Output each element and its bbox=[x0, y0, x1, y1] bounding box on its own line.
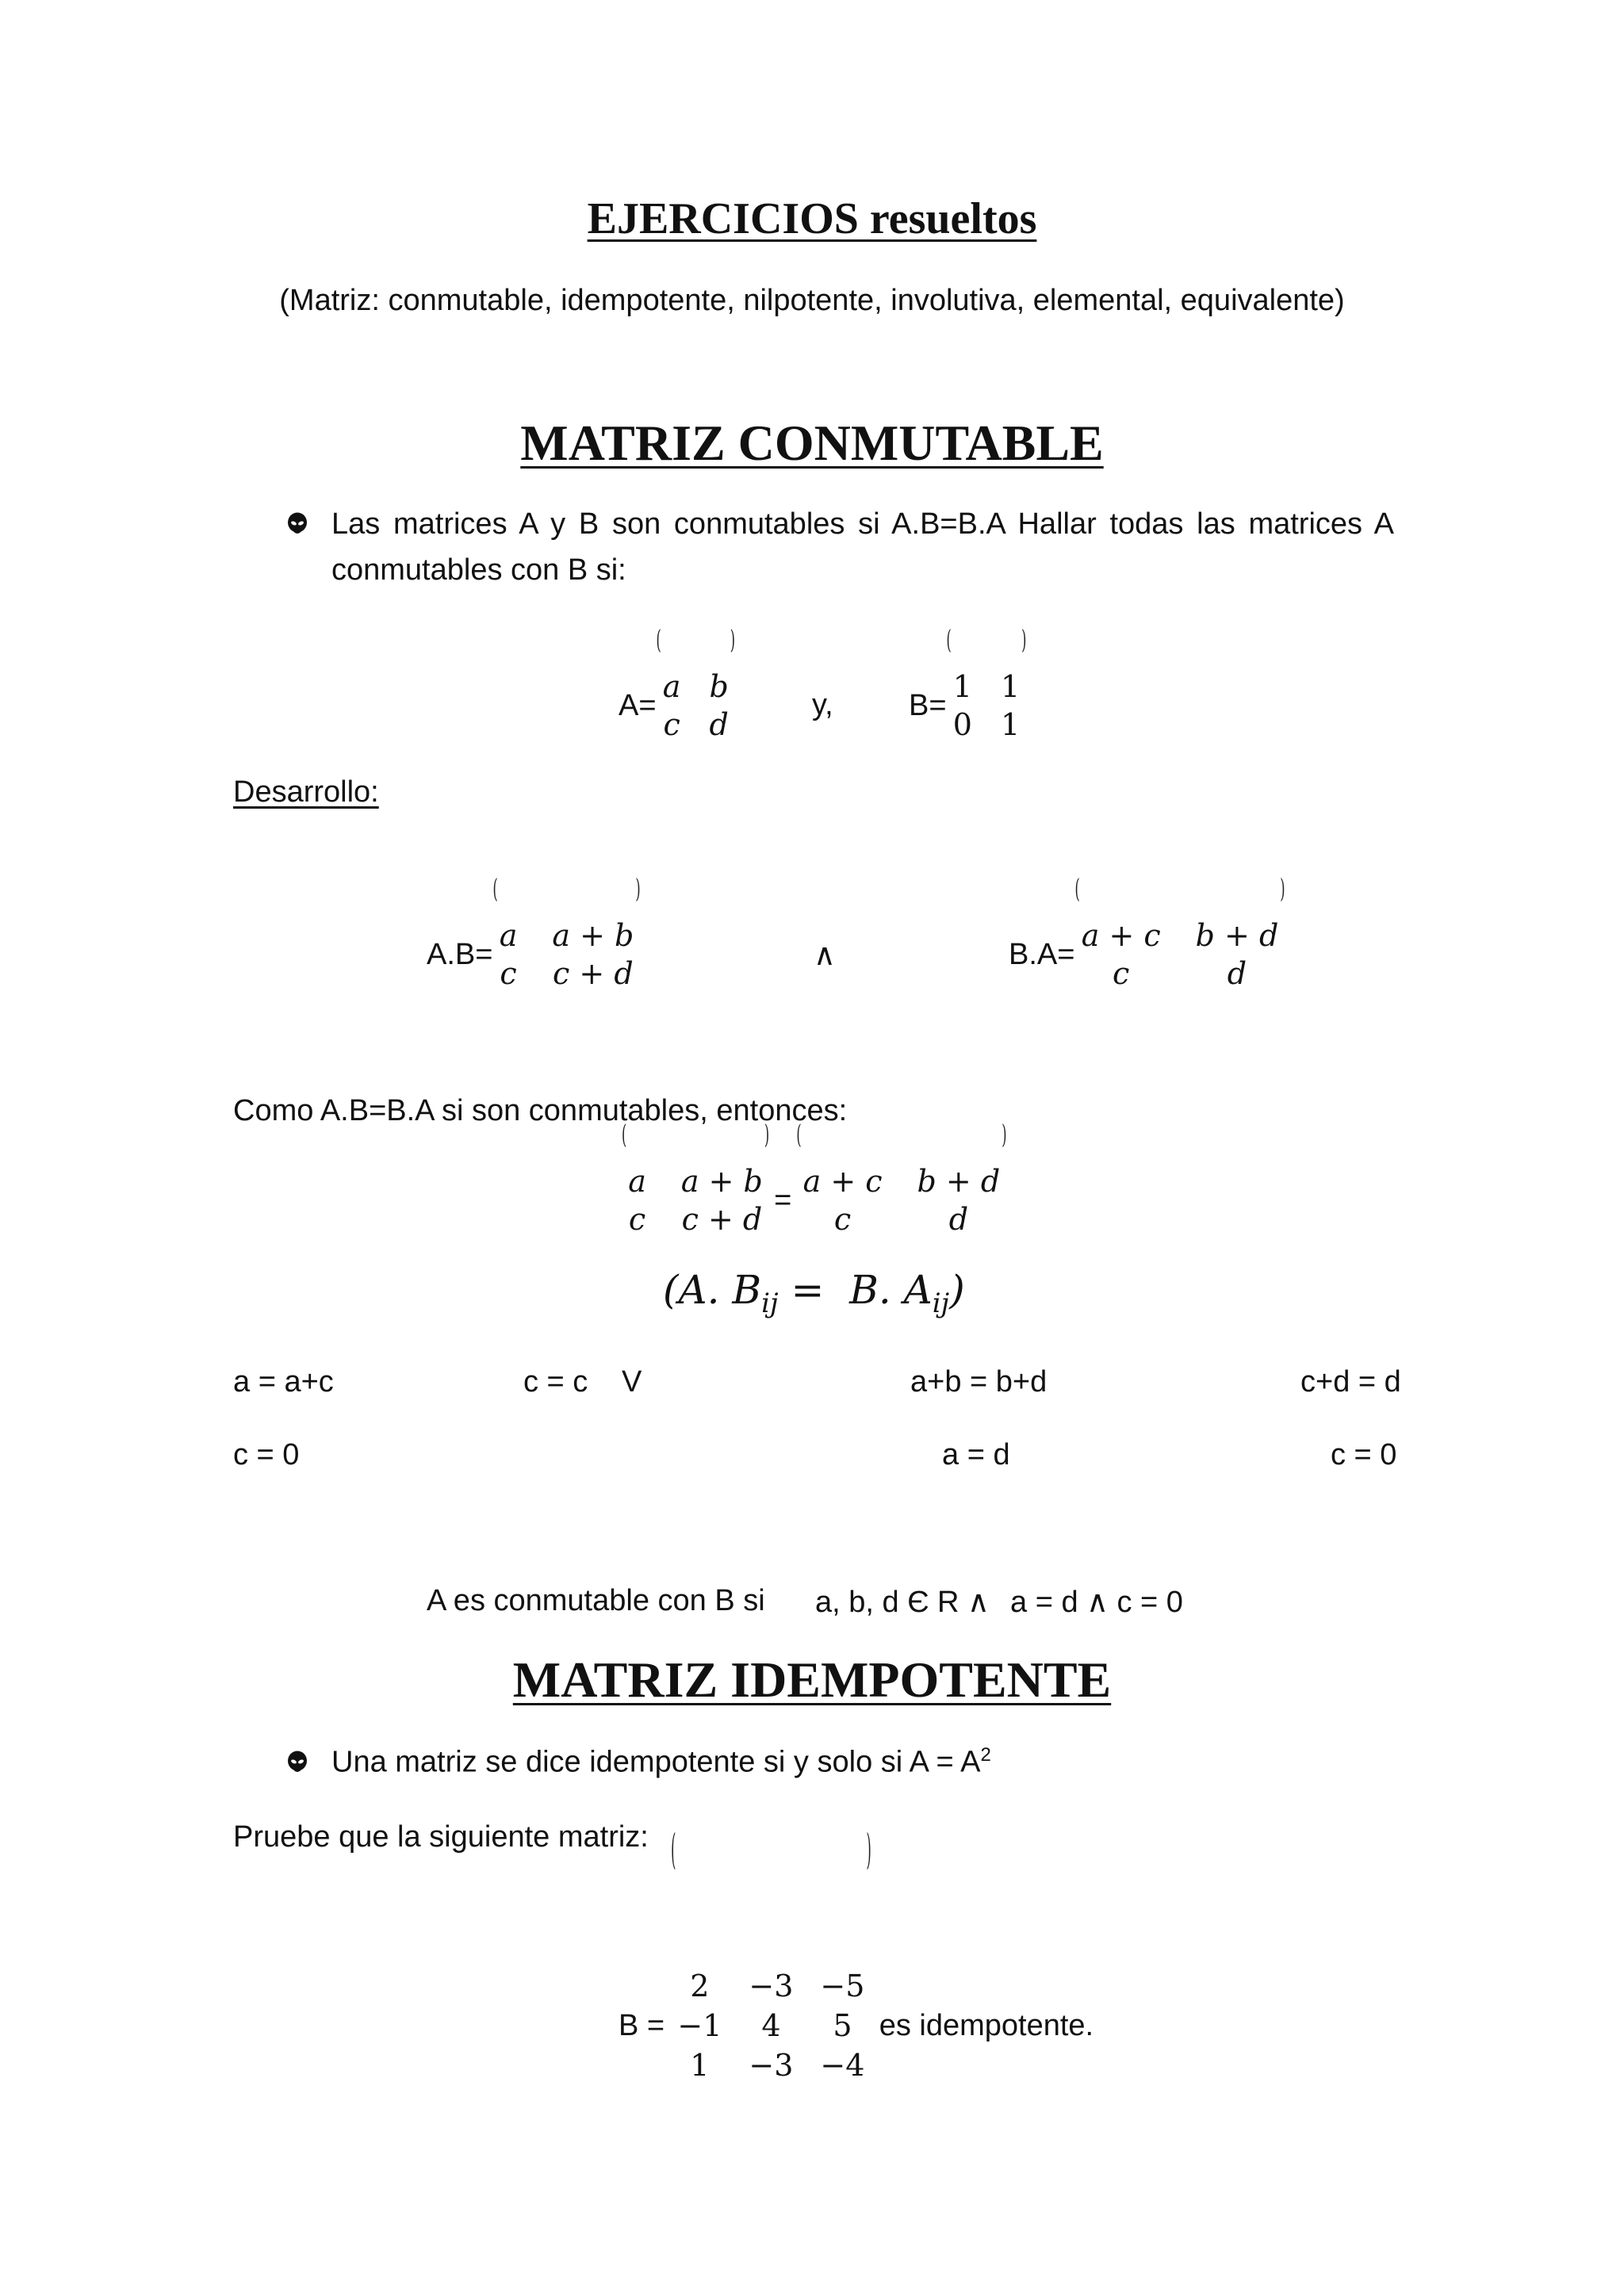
logical-and: ∧ bbox=[814, 939, 836, 972]
matrix-cell: 1 bbox=[952, 669, 972, 704]
matrix-cell: c bbox=[500, 956, 517, 991]
matrix-A-block bbox=[619, 624, 736, 744]
equation-item: c = 0 bbox=[1331, 1438, 1397, 1471]
como-text: Como A.B=B.A si son conmutables, entonces: bbox=[233, 1094, 848, 1127]
matrix-cell: a bbox=[628, 1164, 646, 1199]
conmutable-definition: Las matrices A y B son conmutables si A.B=B.A Hallar todas las matrices A conmutables con B si: bbox=[331, 507, 1394, 587]
section-heading-conmutable: MATRIZ CONMUTABLE bbox=[520, 415, 1104, 471]
matrix-cell: 1 bbox=[690, 2048, 710, 2083]
product-AB-label: A.B= bbox=[427, 937, 493, 971]
matrix-A bbox=[656, 624, 736, 744]
equals-sign: = bbox=[774, 1183, 792, 1217]
matrix-eq-left: ( a a + b c c + d ) bbox=[622, 1119, 770, 1237]
matrix-cell: 1 bbox=[1000, 707, 1021, 742]
section-heading-idempotente: MATRIZ IDEMPOTENTE bbox=[512, 1651, 1112, 1708]
equation-item: a = a+c bbox=[233, 1365, 334, 1399]
idempotente-suffix: es idempotente. bbox=[879, 2008, 1094, 2042]
matrix-cell: c bbox=[628, 1202, 646, 1237]
matrix-cell: −4 bbox=[820, 2048, 865, 2083]
matrix-cell: d bbox=[948, 1202, 969, 1237]
matrix-cell: c + d bbox=[681, 1202, 763, 1237]
equation-item: a+b = b+d bbox=[910, 1365, 1048, 1399]
matrix-B3-block bbox=[619, 1823, 1094, 2085]
matrix-cell: b bbox=[709, 669, 729, 704]
equation-item: c = c bbox=[523, 1365, 588, 1399]
matrix-cell: 2 bbox=[690, 1969, 710, 2003]
conclusion-condition: a = d ∧ c = 0 bbox=[1010, 1586, 1183, 1619]
conclusion-text: A es conmutable con B si bbox=[427, 1584, 765, 1617]
matrix-cell: a + b bbox=[552, 918, 634, 953]
matrix-cell: b + d bbox=[1195, 918, 1279, 953]
matrix-equation bbox=[622, 1119, 1007, 1238]
conjunction-y: y, bbox=[812, 688, 833, 721]
matrix-B3: ( 2 −3 −5 −1 4 5 1 −3 −4 ) bbox=[671, 1966, 871, 2085]
matrix-cell: 4 bbox=[761, 2008, 781, 2043]
matrix-cell: 0 bbox=[952, 707, 972, 742]
matrix-B: ( 1 1 0 1 ) bbox=[946, 624, 1027, 742]
matrix-cell: c + d bbox=[553, 956, 634, 991]
matrix-cell: −1 bbox=[677, 2008, 722, 2043]
elementwise-equation: (A. $B_{ij} = B$. $A_{ij}$) bbox=[663, 1267, 965, 1319]
product-BA-block bbox=[1009, 873, 1285, 993]
matrix-B3-label: B = bbox=[619, 2008, 665, 2042]
equation-item: c = 0 bbox=[233, 1438, 300, 1471]
matrix-cell: c bbox=[833, 1202, 852, 1237]
matrix-cell: −3 bbox=[749, 2048, 794, 2083]
matrix-cell: a + c bbox=[1081, 918, 1161, 953]
page-title: EJERCICIOS resueltos bbox=[587, 194, 1037, 243]
matrix-cell: c bbox=[663, 707, 680, 742]
conclusion-condition: a, b, d Є R ∧ bbox=[815, 1586, 990, 1619]
matrix-eq-right: ( a + c b + d c d ) bbox=[796, 1119, 1007, 1237]
product-AB-block bbox=[427, 873, 641, 993]
idempotente-prompt: Pruebe que la siguiente matriz: bbox=[233, 1820, 649, 1854]
product-BA-label: B.A= bbox=[1009, 937, 1075, 971]
page-subtitle: (Matriz: conmutable, idempotente, nilpotente, involutiva, elemental, equivalente) bbox=[279, 284, 1345, 317]
left-paren: ( bbox=[656, 624, 661, 656]
matrix-AB: ( a a + b c c + d ) bbox=[492, 873, 641, 991]
matrix-B-label: B= bbox=[909, 688, 947, 722]
matrix-cell: d bbox=[709, 707, 729, 742]
matrix-A-label: A= bbox=[619, 688, 657, 722]
matrix-cell: −3 bbox=[749, 1969, 794, 2003]
matrix-cell: a bbox=[662, 669, 681, 704]
matrix-cell: 5 bbox=[833, 2008, 852, 2043]
matrix-cell: b + d bbox=[917, 1164, 1001, 1199]
desarrollo-label: Desarrollo: bbox=[233, 775, 379, 809]
matrix-BA: ( a + c b + d c d ) bbox=[1074, 873, 1285, 991]
matrix-cell: c bbox=[1113, 956, 1130, 991]
matrix-cell: 1 bbox=[1000, 669, 1021, 704]
matrix-cell: a + c bbox=[802, 1164, 883, 1199]
matrix-B-block bbox=[909, 624, 1027, 744]
idempotente-definition: Una matriz se dice idempotente si y solo si $A = A^2$ bbox=[331, 1744, 991, 1779]
matrix-cell: a bbox=[499, 918, 518, 953]
equation-item: a = d bbox=[942, 1438, 1010, 1471]
matrix-cell: −5 bbox=[820, 1969, 865, 2003]
alien-bullet-icon bbox=[287, 1751, 308, 1777]
equation-item: V bbox=[622, 1365, 642, 1399]
matrix-cell: a + b bbox=[680, 1164, 763, 1199]
right-paren: ) bbox=[730, 624, 736, 656]
alien-bullet-icon bbox=[287, 512, 308, 539]
matrix-cell: d bbox=[1227, 956, 1247, 991]
equation-item: c+d = d bbox=[1300, 1365, 1401, 1399]
